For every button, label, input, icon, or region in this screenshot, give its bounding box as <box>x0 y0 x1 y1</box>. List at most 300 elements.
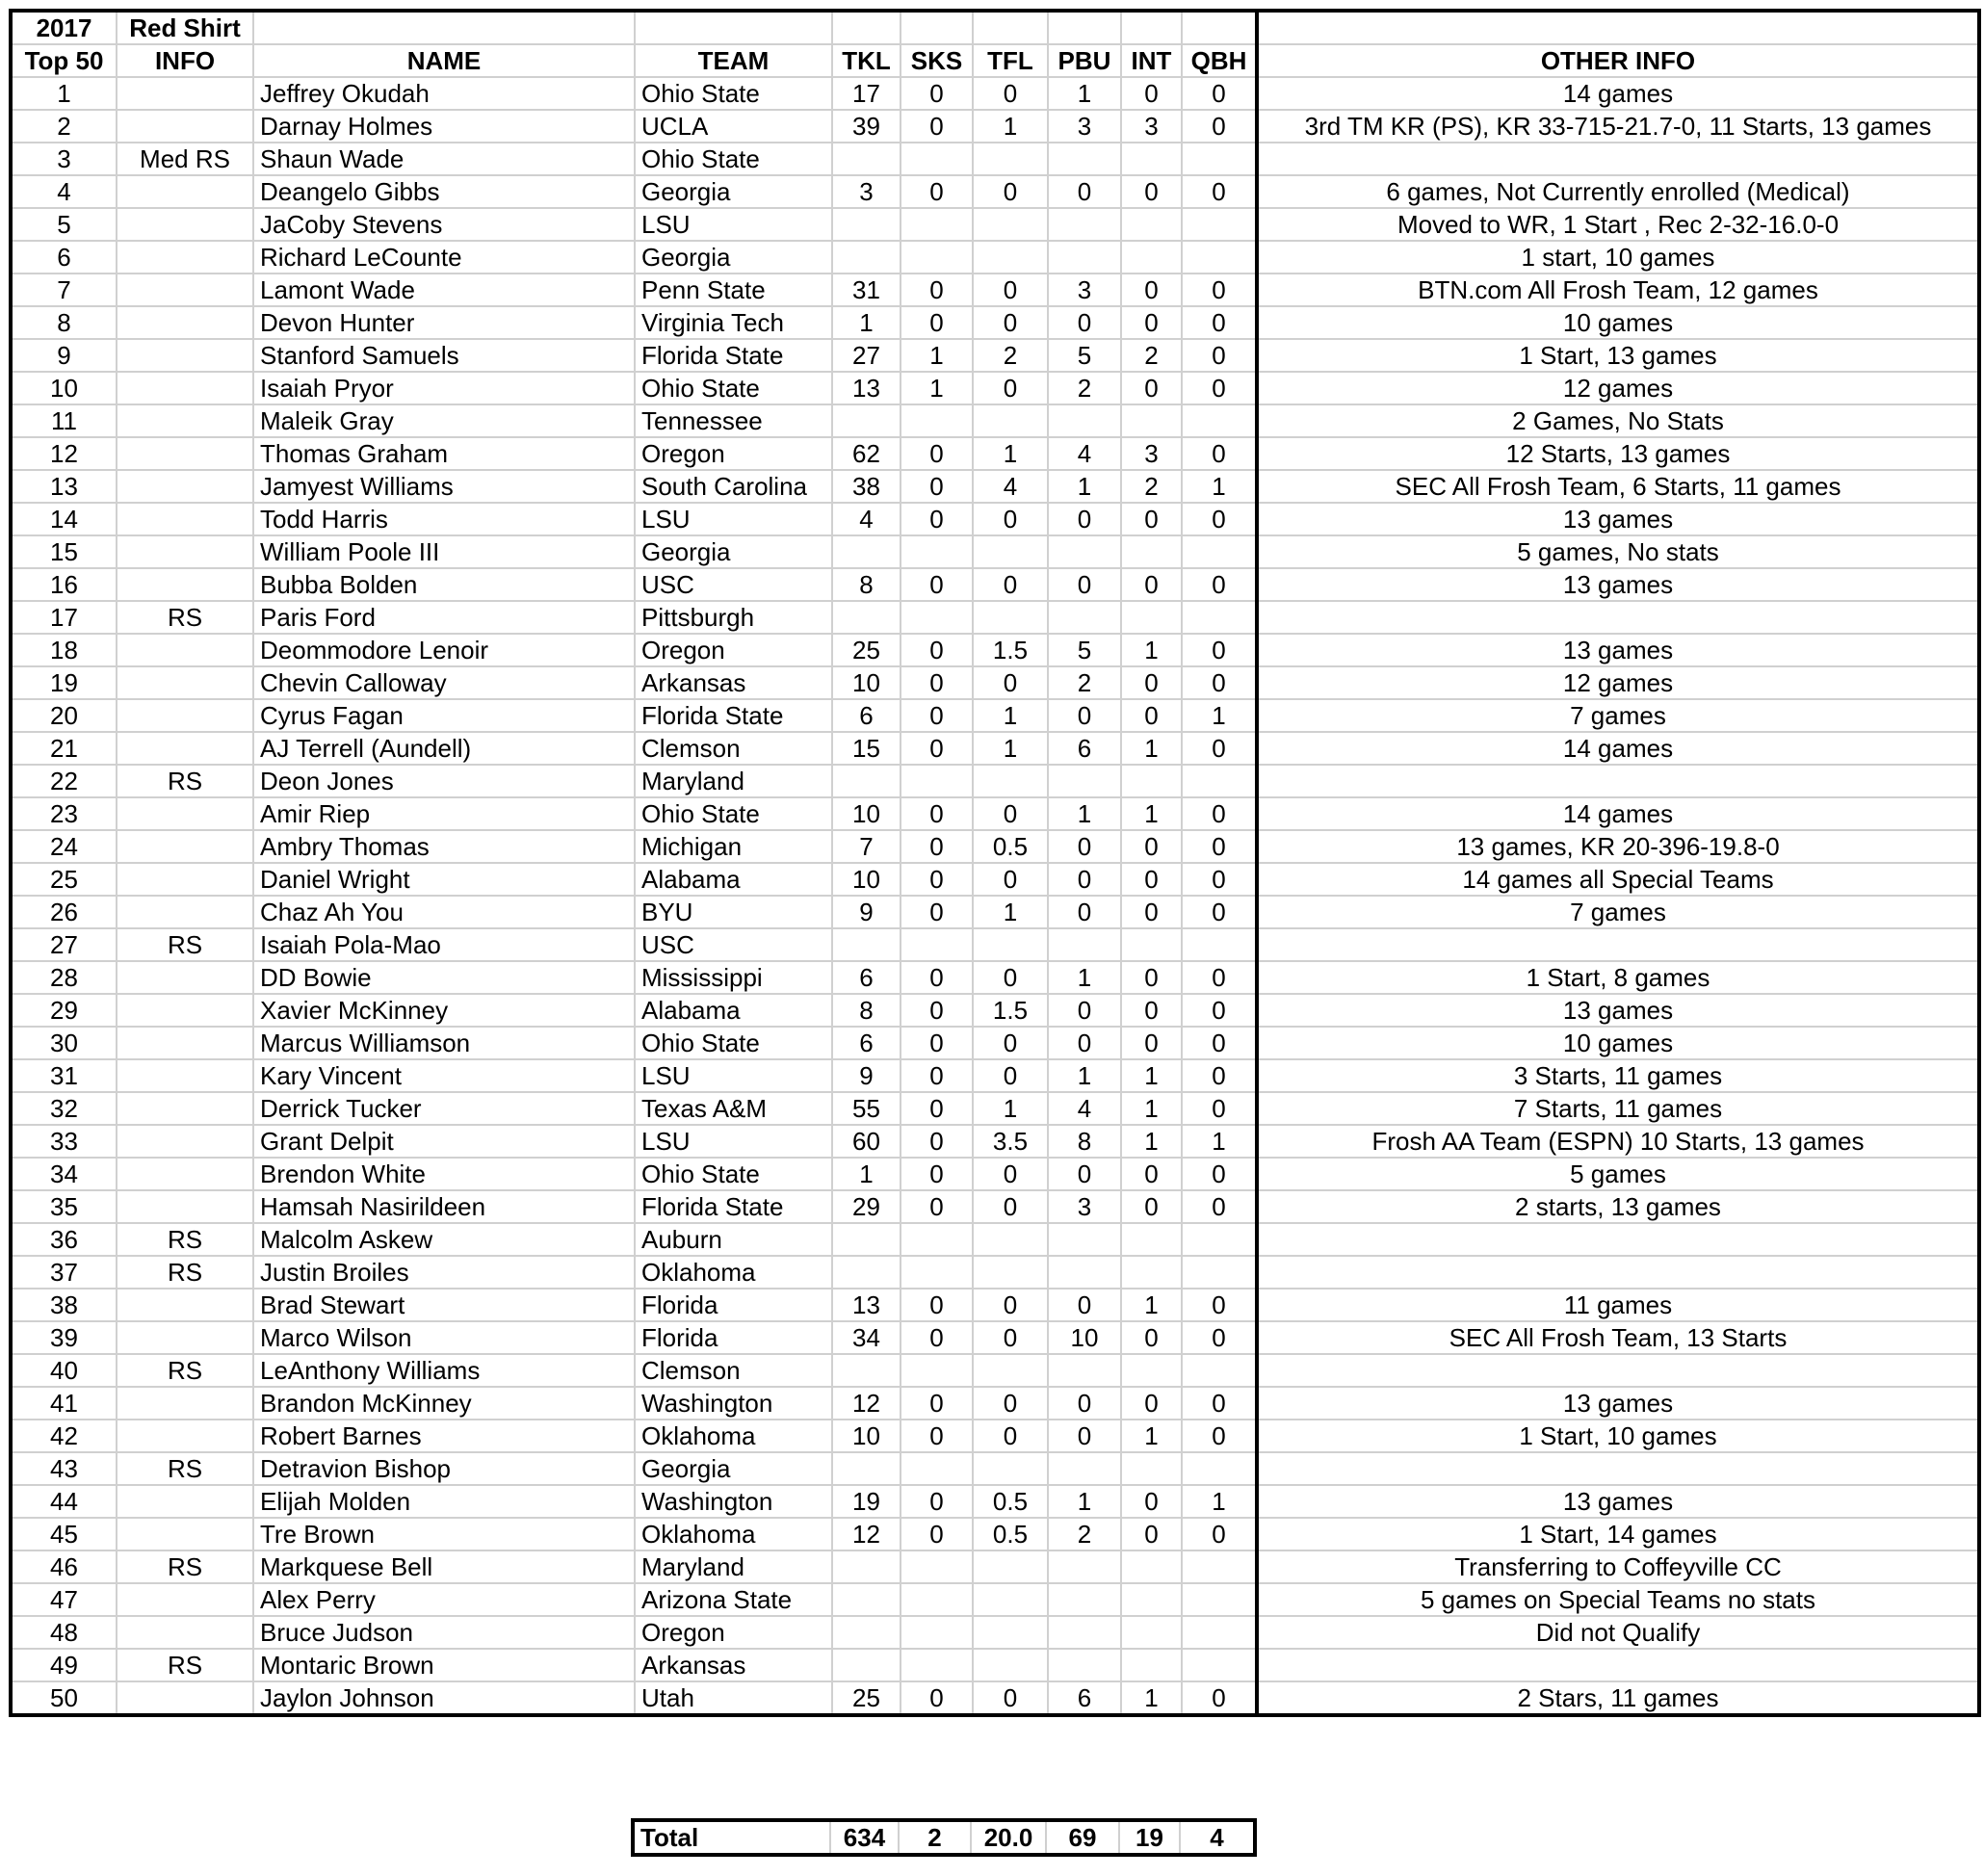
total-sks: 2 <box>899 1820 971 1855</box>
header-blank-name <box>253 11 635 44</box>
table-row <box>11 1649 1979 1681</box>
cell-other-info: 1 Start, 8 games <box>1257 961 1979 994</box>
cell-team: Oregon <box>635 437 832 470</box>
cell-int: 0 <box>1121 896 1182 928</box>
cell-sks <box>901 404 973 437</box>
table-row <box>11 634 1979 666</box>
cell-info <box>117 1387 253 1420</box>
cell-team: Arizona State <box>635 1583 832 1616</box>
table-row <box>11 1518 1979 1550</box>
cell-team: Georgia <box>635 241 832 274</box>
cell-qbh: 0 <box>1182 372 1257 404</box>
cell-rank: 29 <box>11 994 117 1027</box>
cell-pbu: 0 <box>1048 1158 1121 1190</box>
cell-rank: 28 <box>11 961 117 994</box>
cell-team: Georgia <box>635 1452 832 1485</box>
cell-other-info: 13 games <box>1257 634 1979 666</box>
cell-qbh: 0 <box>1182 175 1257 208</box>
table-row <box>11 404 1979 437</box>
cell-pbu: 0 <box>1048 1027 1121 1059</box>
cell-int: 0 <box>1121 1485 1182 1518</box>
cell-name: Xavier McKinney <box>253 994 635 1027</box>
cell-other-info: 11 games <box>1257 1289 1979 1321</box>
cell-rank: 7 <box>11 274 117 306</box>
cell-rank: 37 <box>11 1256 117 1289</box>
cell-tkl: 9 <box>832 896 901 928</box>
cell-team: Washington <box>635 1387 832 1420</box>
cell-rank: 46 <box>11 1550 117 1583</box>
cell-info <box>117 1027 253 1059</box>
cell-tkl: 13 <box>832 1289 901 1321</box>
cell-tfl: 1 <box>973 437 1048 470</box>
total-qbh: 4 <box>1180 1820 1255 1855</box>
header-blank-int <box>1121 11 1182 44</box>
cell-other-info: SEC All Frosh Team, 13 Starts <box>1257 1321 1979 1354</box>
cell-info <box>117 274 253 306</box>
cell-name: AJ Terrell (Aundell) <box>253 732 635 765</box>
cell-other-info: 5 games, No stats <box>1257 535 1979 568</box>
cell-info <box>117 1616 253 1649</box>
cell-rank: 5 <box>11 208 117 241</box>
cell-name: Daniel Wright <box>253 863 635 896</box>
cell-sks <box>901 1649 973 1681</box>
cell-pbu <box>1048 1452 1121 1485</box>
cell-sks <box>901 765 973 797</box>
table-row <box>11 175 1979 208</box>
table-row <box>11 143 1979 175</box>
header-int: INT <box>1121 44 1182 77</box>
cell-team: South Carolina <box>635 470 832 503</box>
cell-team: Oregon <box>635 1616 832 1649</box>
cell-rank: 38 <box>11 1289 117 1321</box>
cell-rank: 32 <box>11 1092 117 1125</box>
cell-tkl <box>832 1223 901 1256</box>
cell-qbh: 0 <box>1182 666 1257 699</box>
cell-sks: 0 <box>901 1158 973 1190</box>
cell-sks <box>901 1616 973 1649</box>
cell-int: 3 <box>1121 437 1182 470</box>
cell-int <box>1121 535 1182 568</box>
cell-info: RS <box>117 1223 253 1256</box>
cell-tfl: 0 <box>973 372 1048 404</box>
cell-other-info: Frosh AA Team (ESPN) 10 Starts, 13 games <box>1257 1125 1979 1158</box>
cell-sks <box>901 241 973 274</box>
cell-name: Tre Brown <box>253 1518 635 1550</box>
cell-team: Florida State <box>635 1190 832 1223</box>
cell-team: Oklahoma <box>635 1518 832 1550</box>
cell-int <box>1121 1223 1182 1256</box>
cell-int: 0 <box>1121 1027 1182 1059</box>
header-qbh: QBH <box>1182 44 1257 77</box>
cell-tfl <box>973 1452 1048 1485</box>
cell-int: 0 <box>1121 503 1182 535</box>
cell-rank: 17 <box>11 601 117 634</box>
cell-other-info: 12 games <box>1257 372 1979 404</box>
cell-other-info: SEC All Frosh Team, 6 Starts, 11 games <box>1257 470 1979 503</box>
cell-pbu: 3 <box>1048 1190 1121 1223</box>
cell-int: 1 <box>1121 1681 1182 1715</box>
cell-pbu: 1 <box>1048 961 1121 994</box>
cell-rank: 23 <box>11 797 117 830</box>
cell-int <box>1121 1616 1182 1649</box>
cell-rank: 43 <box>11 1452 117 1485</box>
cell-info <box>117 994 253 1027</box>
cell-other-info: 14 games <box>1257 77 1979 110</box>
cell-name: Paris Ford <box>253 601 635 634</box>
cell-qbh: 0 <box>1182 1190 1257 1223</box>
cell-qbh: 1 <box>1182 1125 1257 1158</box>
cell-tfl: 0 <box>973 1059 1048 1092</box>
cell-sks <box>901 1354 973 1387</box>
cell-sks: 0 <box>901 1420 973 1452</box>
cell-tfl: 1 <box>973 699 1048 732</box>
cell-sks: 0 <box>901 437 973 470</box>
cell-team: Texas A&M <box>635 1092 832 1125</box>
cell-other-info <box>1257 765 1979 797</box>
cell-name: Brad Stewart <box>253 1289 635 1321</box>
cell-rank: 8 <box>11 306 117 339</box>
cell-pbu <box>1048 601 1121 634</box>
cell-tfl: 1 <box>973 732 1048 765</box>
cell-int: 0 <box>1121 863 1182 896</box>
cell-pbu: 0 <box>1048 306 1121 339</box>
cell-team: UCLA <box>635 110 832 143</box>
cell-tkl: 29 <box>832 1190 901 1223</box>
cell-qbh: 0 <box>1182 1420 1257 1452</box>
table-row <box>11 470 1979 503</box>
cell-rank: 15 <box>11 535 117 568</box>
cell-int: 0 <box>1121 175 1182 208</box>
cell-pbu: 5 <box>1048 339 1121 372</box>
cell-int: 3 <box>1121 110 1182 143</box>
cell-sks: 0 <box>901 1681 973 1715</box>
cell-rank: 2 <box>11 110 117 143</box>
cell-rank: 49 <box>11 1649 117 1681</box>
table-row <box>11 1190 1979 1223</box>
cell-team: Michigan <box>635 830 832 863</box>
cell-qbh: 0 <box>1182 1289 1257 1321</box>
header-blank-qbh <box>1182 11 1257 44</box>
cell-name: Amir Riep <box>253 797 635 830</box>
cell-sks: 0 <box>901 1190 973 1223</box>
table-row <box>11 241 1979 274</box>
cell-rank: 44 <box>11 1485 117 1518</box>
cell-rank: 1 <box>11 77 117 110</box>
cell-rank: 13 <box>11 470 117 503</box>
cell-sks: 0 <box>901 110 973 143</box>
cell-int: 0 <box>1121 274 1182 306</box>
cell-rank: 26 <box>11 896 117 928</box>
cell-name: Derrick Tucker <box>253 1092 635 1125</box>
cell-pbu <box>1048 208 1121 241</box>
cell-sks: 0 <box>901 961 973 994</box>
cell-pbu: 0 <box>1048 1420 1121 1452</box>
cell-name: Isaiah Pryor <box>253 372 635 404</box>
cell-tkl: 3 <box>832 175 901 208</box>
cell-pbu <box>1048 404 1121 437</box>
table-row <box>11 1223 1979 1256</box>
cell-rank: 31 <box>11 1059 117 1092</box>
total-tfl: 20.0 <box>971 1820 1046 1855</box>
cell-name: Lamont Wade <box>253 274 635 306</box>
cell-int: 1 <box>1121 1420 1182 1452</box>
cell-other-info <box>1257 1452 1979 1485</box>
cell-tfl: 0 <box>973 306 1048 339</box>
cell-tkl: 10 <box>832 666 901 699</box>
cell-name: Grant Delpit <box>253 1125 635 1158</box>
cell-int: 1 <box>1121 797 1182 830</box>
cell-tfl: 0 <box>973 1158 1048 1190</box>
header-rank-year: 2017 <box>11 11 117 44</box>
cell-tkl: 38 <box>832 470 901 503</box>
cell-qbh <box>1182 535 1257 568</box>
cell-tkl <box>832 1256 901 1289</box>
cell-tfl: 0 <box>973 961 1048 994</box>
cell-team: LSU <box>635 503 832 535</box>
cell-rank: 40 <box>11 1354 117 1387</box>
cell-team: Ohio State <box>635 143 832 175</box>
cell-pbu: 10 <box>1048 1321 1121 1354</box>
cell-info <box>117 1125 253 1158</box>
cell-qbh: 0 <box>1182 306 1257 339</box>
cell-qbh: 0 <box>1182 994 1257 1027</box>
cell-tfl <box>973 535 1048 568</box>
cell-tkl: 62 <box>832 437 901 470</box>
cell-int: 0 <box>1121 666 1182 699</box>
table-row <box>11 1027 1979 1059</box>
header-blank-tkl <box>832 11 901 44</box>
cell-tfl <box>973 765 1048 797</box>
cell-team: Florida State <box>635 699 832 732</box>
cell-tkl: 60 <box>832 1125 901 1158</box>
cell-tkl: 6 <box>832 961 901 994</box>
cell-tkl <box>832 404 901 437</box>
cell-other-info: 12 games <box>1257 666 1979 699</box>
cell-name: Hamsah Nasirildeen <box>253 1190 635 1223</box>
cell-sks: 0 <box>901 1027 973 1059</box>
cell-other-info: 7 games <box>1257 699 1979 732</box>
cell-int <box>1121 928 1182 961</box>
cell-pbu: 5 <box>1048 634 1121 666</box>
cell-pbu <box>1048 535 1121 568</box>
cell-pbu: 1 <box>1048 1059 1121 1092</box>
cell-info <box>117 1321 253 1354</box>
cell-tfl: 0 <box>973 797 1048 830</box>
cell-int <box>1121 765 1182 797</box>
cell-other-info: 14 games <box>1257 732 1979 765</box>
cell-sks: 0 <box>901 666 973 699</box>
cell-other-info: 2 Stars, 11 games <box>1257 1681 1979 1715</box>
cell-other-info: 14 games <box>1257 797 1979 830</box>
table-row <box>11 339 1979 372</box>
cell-other-info <box>1257 601 1979 634</box>
cell-qbh: 0 <box>1182 437 1257 470</box>
cell-other-info <box>1257 928 1979 961</box>
cell-other-info: Moved to WR, 1 Start , Rec 2-32-16.0-0 <box>1257 208 1979 241</box>
cell-team: BYU <box>635 896 832 928</box>
header-name: NAME <box>253 44 635 77</box>
cell-tkl: 4 <box>832 503 901 535</box>
cell-tkl: 27 <box>832 339 901 372</box>
cell-sks: 0 <box>901 1485 973 1518</box>
cell-other-info <box>1257 1354 1979 1387</box>
cell-pbu <box>1048 1550 1121 1583</box>
cell-team: Alabama <box>635 863 832 896</box>
table-row <box>11 666 1979 699</box>
cell-rank: 22 <box>11 765 117 797</box>
cell-int: 2 <box>1121 470 1182 503</box>
cell-tfl: 0 <box>973 863 1048 896</box>
header-blank-other <box>1257 11 1979 44</box>
header-rank: Top 50 <box>11 44 117 77</box>
table-row <box>11 830 1979 863</box>
cell-pbu: 0 <box>1048 175 1121 208</box>
cell-pbu: 1 <box>1048 77 1121 110</box>
cell-sks: 0 <box>901 863 973 896</box>
cell-qbh: 0 <box>1182 961 1257 994</box>
cell-info <box>117 175 253 208</box>
cell-other-info: 12 Starts, 13 games <box>1257 437 1979 470</box>
cell-team: LSU <box>635 1059 832 1092</box>
cell-int <box>1121 1256 1182 1289</box>
cell-tkl: 1 <box>832 306 901 339</box>
cell-tkl <box>832 1550 901 1583</box>
cell-tfl: 4 <box>973 470 1048 503</box>
cell-int: 0 <box>1121 994 1182 1027</box>
cell-tfl: 1 <box>973 110 1048 143</box>
cell-tkl <box>832 535 901 568</box>
cell-info <box>117 666 253 699</box>
cell-qbh: 0 <box>1182 274 1257 306</box>
cell-team: Georgia <box>635 175 832 208</box>
header-team: TEAM <box>635 44 832 77</box>
cell-info <box>117 241 253 274</box>
table-row <box>11 896 1979 928</box>
cell-pbu: 0 <box>1048 830 1121 863</box>
cell-team: Utah <box>635 1681 832 1715</box>
header-tkl: TKL <box>832 44 901 77</box>
cell-tkl <box>832 1452 901 1485</box>
cell-pbu: 4 <box>1048 1092 1121 1125</box>
cell-tfl <box>973 1616 1048 1649</box>
total-pbu: 69 <box>1046 1820 1119 1855</box>
cell-team: USC <box>635 568 832 601</box>
cell-sks: 0 <box>901 1059 973 1092</box>
cell-qbh: 1 <box>1182 470 1257 503</box>
cell-name: Chaz Ah You <box>253 896 635 928</box>
cell-pbu: 0 <box>1048 1387 1121 1420</box>
cell-qbh <box>1182 1223 1257 1256</box>
cell-tfl <box>973 1223 1048 1256</box>
cell-int <box>1121 1354 1182 1387</box>
cell-sks: 0 <box>901 732 973 765</box>
header-blank-tfl <box>973 11 1048 44</box>
cell-sks: 0 <box>901 896 973 928</box>
cell-name: Detravion Bishop <box>253 1452 635 1485</box>
cell-team: Maryland <box>635 1550 832 1583</box>
cell-info <box>117 306 253 339</box>
cell-qbh: 0 <box>1182 1158 1257 1190</box>
cell-info: RS <box>117 1256 253 1289</box>
cell-pbu: 0 <box>1048 994 1121 1027</box>
cell-other-info: 3rd TM KR (PS), KR 33-715-21.7-0, 11 Starts, 13 games <box>1257 110 1979 143</box>
cell-tfl: 0 <box>973 568 1048 601</box>
cell-other-info: 13 games, KR 20-396-19.8-0 <box>1257 830 1979 863</box>
cell-pbu: 0 <box>1048 503 1121 535</box>
cell-rank: 50 <box>11 1681 117 1715</box>
cell-team: Oklahoma <box>635 1420 832 1452</box>
cell-rank: 24 <box>11 830 117 863</box>
cell-rank: 39 <box>11 1321 117 1354</box>
cell-tkl: 19 <box>832 1485 901 1518</box>
cell-info <box>117 699 253 732</box>
cell-name: Kary Vincent <box>253 1059 635 1092</box>
cell-tkl: 39 <box>832 110 901 143</box>
cell-pbu: 0 <box>1048 699 1121 732</box>
header-blank-team <box>635 11 832 44</box>
cell-sks: 0 <box>901 797 973 830</box>
cell-other-info: 5 games on Special Teams no stats <box>1257 1583 1979 1616</box>
cell-tkl: 55 <box>832 1092 901 1125</box>
cell-info: RS <box>117 1649 253 1681</box>
cell-tkl: 25 <box>832 1681 901 1715</box>
cell-sks <box>901 143 973 175</box>
cell-name: Bubba Bolden <box>253 568 635 601</box>
cell-qbh <box>1182 208 1257 241</box>
cell-tkl <box>832 928 901 961</box>
cell-rank: 45 <box>11 1518 117 1550</box>
cell-pbu <box>1048 1583 1121 1616</box>
cell-team: Mississippi <box>635 961 832 994</box>
cell-team: Arkansas <box>635 666 832 699</box>
cell-tfl: 3.5 <box>973 1125 1048 1158</box>
cell-name: Justin Broiles <box>253 1256 635 1289</box>
table-row <box>11 1158 1979 1190</box>
cell-other-info: 13 games <box>1257 1485 1979 1518</box>
cell-info <box>117 1190 253 1223</box>
cell-int: 0 <box>1121 1387 1182 1420</box>
table-row <box>11 568 1979 601</box>
cell-info <box>117 1420 253 1452</box>
cell-sks: 0 <box>901 503 973 535</box>
cell-pbu <box>1048 1649 1121 1681</box>
cell-team: Penn State <box>635 274 832 306</box>
cell-name: Ambry Thomas <box>253 830 635 863</box>
table-row <box>11 732 1979 765</box>
cell-tfl <box>973 1256 1048 1289</box>
cell-team: Florida <box>635 1289 832 1321</box>
cell-qbh <box>1182 765 1257 797</box>
cell-int: 0 <box>1121 372 1182 404</box>
cell-info: RS <box>117 765 253 797</box>
cell-qbh <box>1182 1649 1257 1681</box>
cell-tkl: 10 <box>832 797 901 830</box>
cell-pbu: 1 <box>1048 1485 1121 1518</box>
cell-name: Isaiah Pola-Mao <box>253 928 635 961</box>
cell-info <box>117 634 253 666</box>
cell-pbu: 1 <box>1048 797 1121 830</box>
cell-int <box>1121 1583 1182 1616</box>
cell-tfl: 0.5 <box>973 830 1048 863</box>
cell-qbh: 0 <box>1182 1518 1257 1550</box>
cell-int: 0 <box>1121 1321 1182 1354</box>
header-pbu: PBU <box>1048 44 1121 77</box>
cell-other-info <box>1257 1256 1979 1289</box>
cell-name: Darnay Holmes <box>253 110 635 143</box>
cell-info <box>117 830 253 863</box>
cell-tfl: 2 <box>973 339 1048 372</box>
cell-team: Ohio State <box>635 372 832 404</box>
